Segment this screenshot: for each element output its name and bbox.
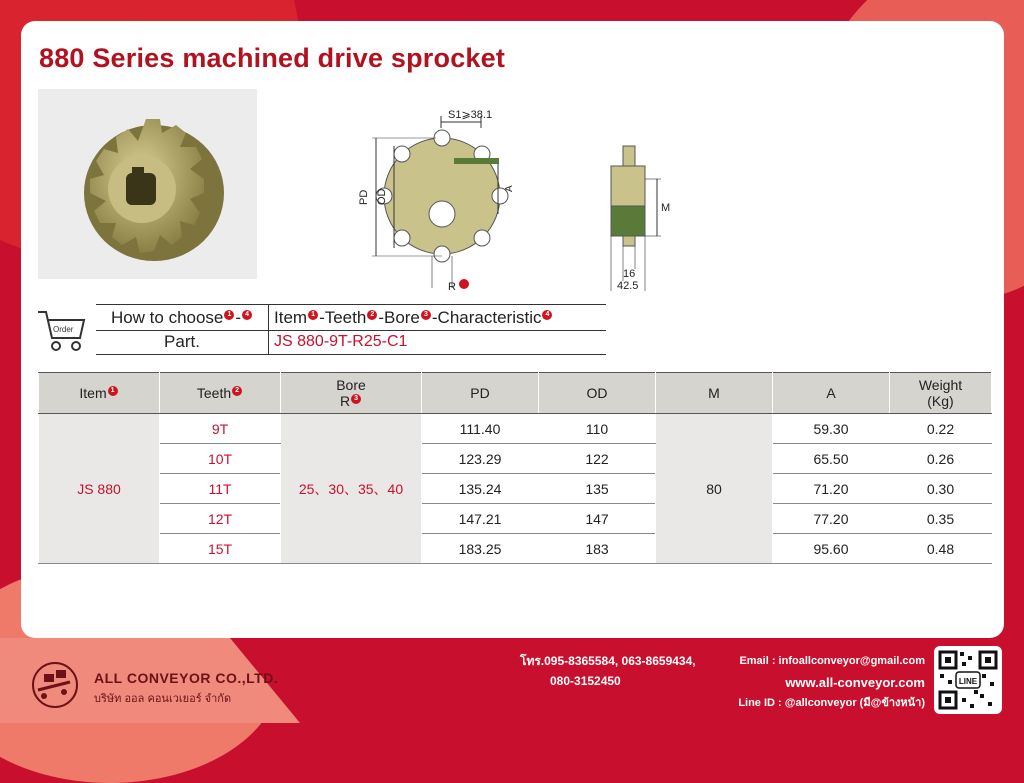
company-name-en: ALL CONVEYOR CO.,LTD. <box>94 670 279 686</box>
weight-cell: 0.30 <box>890 474 992 504</box>
a-cell: 59.30 <box>773 414 890 444</box>
m-label: M <box>661 202 671 214</box>
teeth-cell: 9T <box>160 414 281 444</box>
m-cell: 80 <box>656 414 773 564</box>
badge-4: 4 <box>542 310 552 320</box>
weight-cell: 0.22 <box>890 414 992 444</box>
badge-2: 2 <box>367 310 377 320</box>
choose-label <box>96 305 269 330</box>
pd-label: PD <box>358 189 370 205</box>
teeth-cell: 15T <box>160 534 281 564</box>
teeth-cell: 12T <box>160 504 281 534</box>
pd-cell: 111.40 <box>422 414 539 444</box>
pd-cell: 123.29 <box>422 444 539 474</box>
pd-cell: 147.21 <box>422 504 539 534</box>
teeth-cell: 10T <box>160 444 281 474</box>
col-pd: PD <box>422 373 539 414</box>
part-item: Item <box>274 308 308 327</box>
table-header-row <box>39 373 992 414</box>
phone-numbers <box>520 651 750 691</box>
phone-line-2: 080-3152450 <box>550 674 621 688</box>
od-cell: 122 <box>539 444 656 474</box>
badge-4: 4 <box>242 310 252 320</box>
how-to-choose-text: How to choose <box>110 308 224 327</box>
pd-cell: 135.24 <box>422 474 539 504</box>
a-cell: 77.20 <box>773 504 890 534</box>
badge-3: 3 <box>421 310 431 320</box>
od-label: OD <box>376 188 388 205</box>
table-row <box>39 474 992 504</box>
a-cell: 95.60 <box>773 534 890 564</box>
choose-row-part <box>96 329 606 355</box>
spec-card <box>21 21 1004 638</box>
part-value: JS 880-9T-R25-C1 <box>274 333 408 350</box>
dim-16: 16 <box>623 268 636 280</box>
line-id-text: Line ID : @allconveyor (มี@ข้างหน้า) <box>738 697 925 709</box>
badge-1: 1 <box>224 310 234 320</box>
table-row <box>39 414 992 444</box>
range-sep: - <box>235 308 242 327</box>
email-text[interactable]: Email : infoallconveyor@gmail.com <box>739 655 925 667</box>
company-logo <box>30 660 80 715</box>
conveyor-logo-icon <box>30 660 80 710</box>
a-cell: 71.20 <box>773 474 890 504</box>
how-to-choose <box>36 304 596 359</box>
dim-42: 42.5 <box>617 280 639 291</box>
shopping-cart-icon <box>36 306 88 356</box>
order-label: Order <box>53 325 74 334</box>
qr-label: LINE <box>958 677 978 686</box>
teeth-cell: 11T <box>160 474 281 504</box>
company-name-th: บริษัท ออล คอนเวเยอร์ จำกัด <box>94 693 232 705</box>
choose-format <box>274 305 553 330</box>
a-label: A <box>504 185 515 192</box>
item-cell: JS 880 <box>39 414 160 564</box>
od-cell: 110 <box>539 414 656 444</box>
part-bore: -Bore <box>378 308 420 327</box>
weight-cell: 0.26 <box>890 444 992 474</box>
product-photo <box>38 89 257 279</box>
part-label: Part. <box>96 329 269 354</box>
qr-code[interactable] <box>934 646 1002 714</box>
table-row <box>39 504 992 534</box>
table-row <box>39 444 992 474</box>
qr-code-icon <box>934 646 1002 714</box>
sprocket-image <box>38 89 257 279</box>
front-view-drawing <box>346 106 516 296</box>
phone-line-1: โทร.095-8365584, 063-8659434, <box>520 654 696 668</box>
weight-cell: 0.35 <box>890 504 992 534</box>
col-m: M <box>656 373 773 414</box>
s1-label: S1⩾38.1 <box>448 109 493 121</box>
weight-cell: 0.48 <box>890 534 992 564</box>
col-item: Item 1 <box>39 373 160 414</box>
col-a: A <box>773 373 890 414</box>
part-characteristic: -Characteristic <box>431 308 542 327</box>
od-cell: 147 <box>539 504 656 534</box>
col-teeth: Teeth 2 <box>160 373 281 414</box>
spec-table <box>38 372 992 564</box>
r-label: R <box>448 281 456 291</box>
contact-info <box>732 651 925 714</box>
od-cell: 135 <box>539 474 656 504</box>
badge-1: 1 <box>308 310 318 320</box>
part-teeth: -Teeth <box>319 308 367 327</box>
table-row <box>39 534 992 564</box>
website-link[interactable]: www.all-conveyor.com <box>785 675 925 690</box>
bore-cell: 25、30、35、40 <box>281 414 422 564</box>
a-cell: 65.50 <box>773 444 890 474</box>
page-title: 880 Series machined drive sprocket <box>39 43 506 73</box>
col-bore: Bore R 3 <box>281 373 422 414</box>
col-od: OD <box>539 373 656 414</box>
pd-cell: 183.25 <box>422 534 539 564</box>
od-cell: 183 <box>539 534 656 564</box>
side-view-drawing <box>601 141 691 296</box>
choose-row-header <box>96 304 606 331</box>
col-weight: Weight (Kg) <box>890 373 992 414</box>
